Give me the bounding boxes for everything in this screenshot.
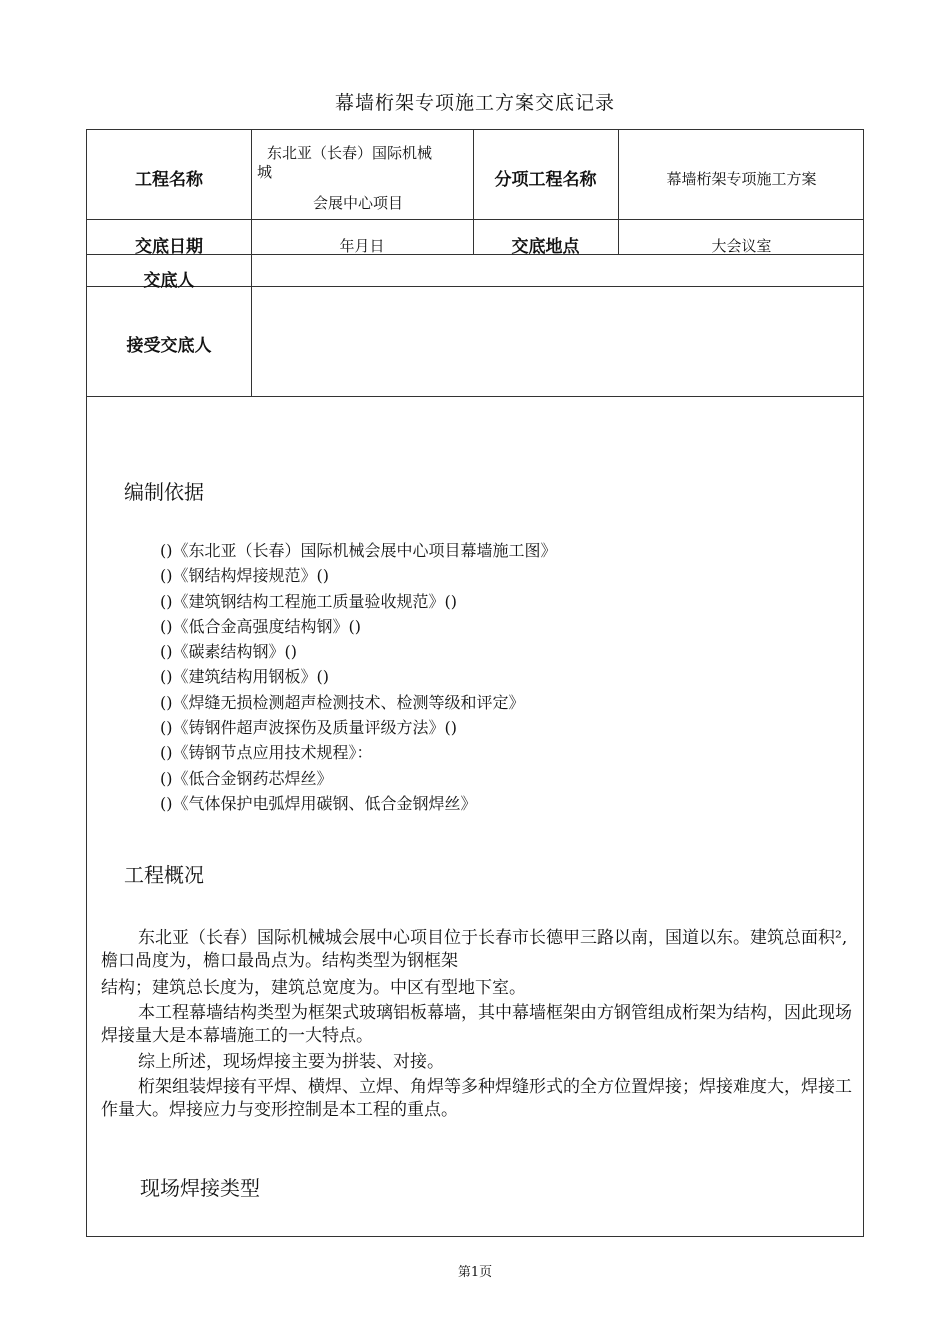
overview-heading: 工程概况 xyxy=(124,863,204,887)
list-item: ()《东北亚（长春）国际机械会展中心项目幕墙施工图》 xyxy=(160,541,557,560)
sub-project-value: 幕墙桁架专项施工方案 xyxy=(666,170,817,188)
list-item: ()《铸钢节点应用技术规程》： xyxy=(160,743,373,763)
list-item: ()《低合金高强度结构钢》() xyxy=(160,616,361,636)
list-item: ()《建筑结构用钢板》() xyxy=(160,667,329,687)
list-item: ()《建筑钢结构工程施工质量验收规范》() xyxy=(160,591,457,611)
row-divider xyxy=(87,219,863,220)
disclosure-form xyxy=(86,129,864,1237)
page-number: 第1页 xyxy=(457,1265,493,1280)
discloser-label: 交底人 xyxy=(143,271,195,291)
overview-paragraph-4: 桁架组装焊接有平焊、横焊、立焊、角焊等多种焊缝形式的全方位置焊接；焊接难度大，焊接工作量大。焊接应力与变形控制是本工程的重点。 xyxy=(101,1077,852,1120)
project-name-line2: 城 xyxy=(257,163,273,181)
location-label: 交底地点 xyxy=(511,237,580,257)
date-value: 年月日 xyxy=(339,237,385,255)
list-item: ()《焊缝无损检测超声检测技术、检测等级和评定》 xyxy=(160,692,525,712)
project-name-line1: 东北亚（长春）国际机械 xyxy=(267,144,433,162)
list-item: ()《气体保护电弧焊用碳钢、低合金钢焊丝》 xyxy=(160,793,477,813)
date-label: 交底日期 xyxy=(135,237,203,257)
list-item: ()《低合金钢药芯焊丝》 xyxy=(160,768,333,788)
list-item: ()《碳素结构钢》() xyxy=(160,642,297,662)
basis-heading: 编制依据 xyxy=(124,480,204,504)
project-name-label: 工程名称 xyxy=(135,170,203,190)
col-divider xyxy=(251,130,252,396)
receiver-label: 接受交底人 xyxy=(126,336,212,356)
sub-project-label: 分项工程名称 xyxy=(494,170,597,190)
basis-list xyxy=(160,538,557,816)
overview-paragraph-1: 东北亚（长春）国际机械城会展中心项目位于长春市长德甲三路以南，国道以东。建筑总面积²,檐口咼度为，檐口最咼点为。结构类型为钢框架 xyxy=(101,928,848,971)
overview-paragraph-3: 综上所述，现场焊接主要为拼装、对接。 xyxy=(138,1052,444,1072)
list-item: ()《钢结构焊接规范》() xyxy=(160,566,329,586)
document-title: 幕墙桁架专项施工方案交底记录 xyxy=(334,92,615,114)
welding-heading: 现场焊接类型 xyxy=(140,1176,260,1200)
overview-paragraph-1b: 结构；建筑总长度为，建筑总宽度为。中区有型地下室。 xyxy=(101,978,526,998)
row-divider xyxy=(87,396,863,397)
project-name-line3: 会展中心项目 xyxy=(313,194,404,212)
location-value: 大会议室 xyxy=(711,237,772,255)
overview-paragraph-2: 本工程幕墙结构类型为框架式玻璃铝板幕墙，其中幕墙框架由方钢管组成桁架为结构，因此现场焊接量大是本幕墙施工的一大特点。 xyxy=(101,1003,852,1046)
list-item: ()《铸钢件超声波探伤及质量评级方法》() xyxy=(160,718,457,738)
